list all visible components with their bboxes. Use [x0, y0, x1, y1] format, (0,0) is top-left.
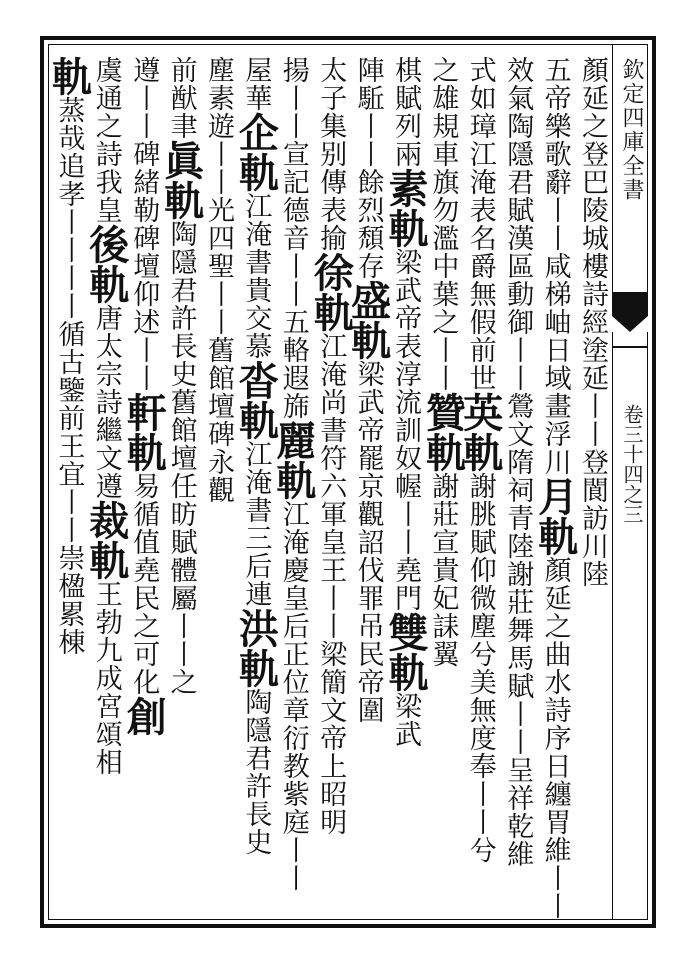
juan-label: 卷三十四之三	[620, 404, 644, 524]
text-segment: 丨丨循古鑒前王	[53, 264, 85, 460]
headword-char: 軌	[382, 208, 429, 248]
text-segment: 易循值堯民之可化	[128, 472, 160, 696]
text-column	[381, 56, 429, 748]
headword-char: 徐	[307, 252, 355, 292]
text-segment: 梁武	[390, 692, 421, 748]
headword-char: 軒	[120, 392, 168, 432]
text-segment: 五帝樂歌辭丨丨咸梯岫日域畫浮川	[539, 56, 571, 476]
headword-char: 雙	[382, 612, 429, 652]
text-segment: 屋華	[240, 56, 272, 112]
text-segment: 塗延丨丨登閬訪川陸	[577, 336, 608, 588]
text-segment: 任昉賦體屬丨丨之	[165, 472, 197, 696]
text-segment: 章衍教紫庭丨丨	[277, 696, 309, 892]
text-segment: 太子集别傳表揄	[315, 56, 347, 252]
text-segment: 江淹尚書符六軍	[315, 332, 347, 528]
text-column	[344, 56, 392, 724]
text-segment: 陶隱君許長史	[240, 688, 272, 856]
headword-char: 眞	[157, 140, 205, 180]
text-segment: 帝圍	[352, 668, 384, 724]
headword-char: 軌	[456, 432, 504, 472]
headword-char: 軌	[531, 516, 579, 556]
text-column	[44, 56, 93, 656]
text-segment: 塵素遊丨丨	[203, 56, 234, 196]
text-segment: 效氣陶隱君賦漢區動御丨丨鶯文隋祠	[502, 56, 534, 504]
text-segment: 梁武帝表淳流	[390, 248, 421, 416]
text-column	[82, 56, 130, 776]
text-segment: 王勃九成宮頌相	[90, 580, 122, 776]
headword-char: 月	[531, 476, 579, 516]
headword-char: 軌	[307, 292, 355, 332]
headword-char: 裁	[82, 500, 130, 540]
fishtail-notch	[612, 316, 648, 332]
text-column	[531, 56, 579, 920]
headword-char: 軌	[382, 652, 429, 692]
headword-char: 軌	[419, 432, 467, 472]
text-segment: 謝莊宣貴妃誄翼	[427, 472, 459, 668]
headword-char: 軌	[157, 180, 205, 220]
headword-char: 企	[232, 112, 280, 152]
headword-char: 軌	[344, 320, 392, 360]
text-column	[157, 56, 205, 696]
text-segment: 之雄規車旗勿濫中葉之丨丨	[427, 56, 459, 392]
text-segment: 陣駈丨丨	[352, 56, 384, 168]
headword-char: 軌	[82, 540, 130, 580]
headword-char: 軌	[232, 648, 280, 688]
headword-char: 軌	[269, 460, 317, 500]
headword-char: 洪	[232, 608, 280, 648]
text-segment: 碑緒勒碑壇仰述丨丨	[128, 140, 160, 392]
text-segment: 虞通之詩我皇	[90, 56, 122, 224]
text-segment: 遵丨丨	[128, 56, 160, 140]
text-segment: 宜丨丨崇楹累棟	[53, 460, 85, 656]
text-column	[194, 56, 238, 504]
text-segment: 棋賦列兩	[390, 56, 421, 168]
headword-char: 沓	[232, 360, 280, 400]
text-segment: 蒸哉追孝丨丨	[53, 96, 85, 264]
text-segment: 美無度奉丨丨兮	[464, 668, 496, 864]
text-segment: 餘烈頹存	[352, 168, 384, 280]
text-segment: 前猷聿	[165, 56, 197, 140]
text-segment: 皇王丨丨梁簡文帝上昭明	[315, 528, 347, 836]
headword-char: 盛	[344, 280, 392, 320]
text-segment: 丨丨五輅遐旆	[277, 252, 309, 420]
text-segment: 舊館壇碑永觀	[203, 336, 234, 504]
text-segment: 光四聖丨丨	[203, 196, 234, 336]
text-segment: 謝朓賦仰微塵兮	[464, 472, 496, 668]
headword-char: 軌	[45, 56, 93, 96]
headword-char: 素	[382, 168, 429, 208]
text-segment: 江淹書貴交慕	[240, 192, 272, 360]
text-segment: 訓奴幄丨丨堯門	[390, 416, 421, 612]
text-segment: 顏延之曲水詩序日纏胃維丨丨	[539, 556, 571, 920]
headword-char: 軌	[232, 152, 280, 192]
text-segment: 陶隱君許長史舊館壇	[165, 220, 197, 472]
text-segment: 揚丨丨宣記德音	[277, 56, 309, 252]
headword-char: 英	[456, 392, 504, 432]
text-segment: 江淹慶皇后正位	[277, 500, 309, 696]
text-segment: 梁武帝罷京觀詔伐罪吊民	[352, 360, 384, 668]
headword-char: 軌	[232, 400, 280, 440]
headword-char: 軌	[120, 432, 168, 472]
book-title: 欽定四庫全書	[619, 58, 644, 202]
text-segment: 式如璋江淹表名爵無假前世	[464, 56, 496, 392]
headword-char: 後	[82, 224, 130, 264]
headword-char: 創	[120, 696, 168, 736]
headword-char: 贊	[419, 392, 467, 432]
headword-char: 軌	[82, 264, 130, 304]
text-segment: 唐太宗詩繼文遵	[90, 304, 122, 500]
headword-char: 麗	[269, 420, 317, 460]
text-segment: 青陸謝莊舞馬賦丨丨呈祥乾維	[502, 504, 534, 868]
text-segment: 顏延之登巴陵城樓詩經	[577, 56, 608, 336]
fishtail-line	[612, 346, 648, 348]
text-segment: 江淹書三后連	[240, 440, 272, 608]
